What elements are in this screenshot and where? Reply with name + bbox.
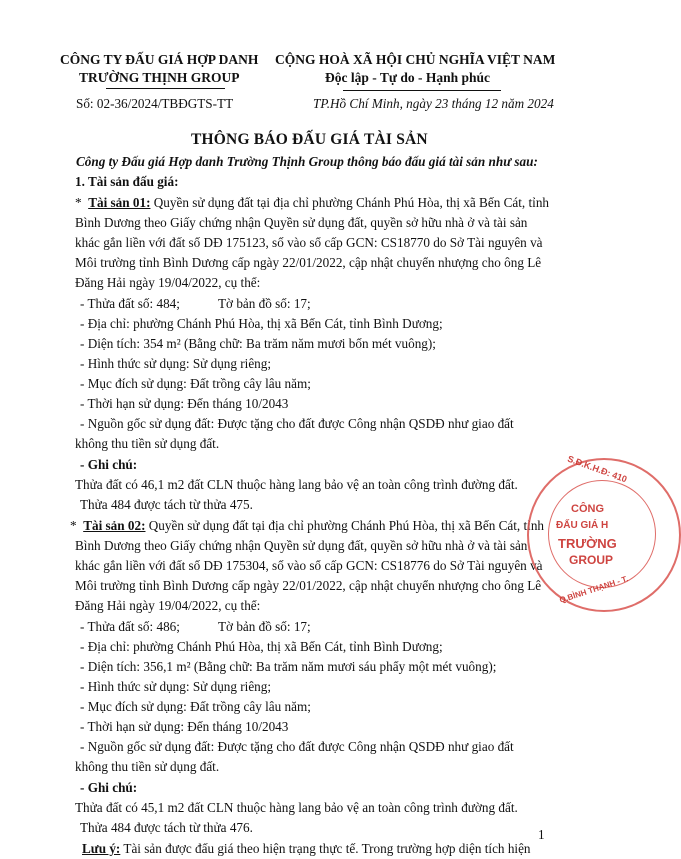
asset2-purpose: - Mục đích sử dụng: Đất trồng cây lâu năm;: [80, 699, 311, 714]
seal-code: S.Đ.K.H.Đ: 410: [566, 453, 629, 485]
asset1-origin-2: không thu tiền sử dụng đất.: [75, 436, 220, 451]
asset1-note-1: Thửa đất có 46,1 m2 đất CLN thuộc hàng lang bảo vệ an toàn công trình đường đất.: [75, 477, 518, 492]
asset1-address: - Địa chỉ: phường Chánh Phú Hòa, thị xã Bến Cát, tỉnh Bình Dương;: [80, 316, 443, 331]
asset2-note-2: Thửa 484 được tách từ thửa 476.: [80, 820, 253, 835]
nation-title: CỘNG HOÀ XÃ HỘI CHỦ NGHĨA VIỆT NAM: [275, 52, 556, 67]
remark-text-1: Tài sản được đấu giá theo hiện trạng thực tế. Trong trường hợp diện tích hiện: [123, 841, 531, 856]
asset1-text-5: Đăng Hải ngày 19/04/2022, cụ thể:: [75, 275, 261, 290]
asset1-first-line: [75, 193, 549, 213]
asset2-origin-1: - Nguồn gốc sử dụng đất: Được tặng cho đất được Công nhận QSDĐ như giao đất: [80, 739, 514, 754]
asset2-note-1: Thửa đất có 45,1 m2 đất CLN thuộc hàng lang bảo vệ an toàn công trình đường đất.: [75, 800, 518, 815]
seal-line-3: TRƯỜNG: [558, 536, 617, 551]
asset2-text-3: khác gắn liền với đất số DĐ 175304, số vào sổ cấp GCN: CS18776 do Sở Tài nguyên và: [75, 558, 543, 573]
asset2-star: *: [70, 518, 77, 533]
asset1-purpose: - Mục đích sử dụng: Đất trồng cây lâu năm;: [80, 376, 311, 391]
place-date: TP.Hồ Chí Minh, ngày 23 tháng 12 năm 2024: [313, 96, 554, 111]
asset1-label: Tài sản 01:: [88, 195, 151, 210]
seal-bottom-text: Q.BÌNH THẠNH - T.: [558, 574, 630, 605]
asset1-area: - Diện tích: 354 m² (Bằng chữ: Ba trăm năm mươi bốn mét vuông);: [80, 336, 436, 351]
asset1-text-4: Môi trường tỉnh Bình Dương cấp ngày 22/01/2022, cập nhật chuyển nhượng cho ông Lê: [75, 255, 542, 270]
asset2-label: Tài sản 02:: [83, 518, 146, 533]
nation-motto: Độc lập - Tự do - Hạnh phúc: [325, 70, 491, 85]
document-number: Số: 02-36/2024/TBĐGTS-TT: [76, 96, 234, 111]
seal-line-4: GROUP: [569, 553, 614, 567]
header-underline-left: [106, 88, 225, 89]
seal-line-2: ĐẤU GIÁ H: [556, 520, 609, 531]
asset2-term: - Thời hạn sử dụng: Đến tháng 10/2043: [80, 719, 289, 734]
asset1-note-2: Thửa 484 được tách từ thửa 475.: [80, 497, 253, 512]
asset2-text-4: Môi trường tỉnh Bình Dương cấp ngày 22/01/2022, cập nhật chuyển nhượng cho ông Lê: [75, 578, 542, 593]
company-name-line2: TRƯỜNG THỊNH GROUP: [79, 70, 240, 85]
asset1-term: - Thời hạn sử dụng: Đến tháng 10/2043: [80, 396, 289, 411]
asset2-area: - Diện tích: 356,1 m² (Bằng chữ: Ba trăm năm mươi sáu phẩy một mét vuông);: [80, 659, 497, 674]
company-name-line1: CÔNG TY ĐẤU GIÁ HỢP DANH: [60, 52, 259, 67]
asset1-text-3: khác gắn liền với đất số DĐ 175123, số vào sổ cấp GCN: CS18770 do Sở Tài nguyên và: [75, 235, 543, 250]
remark-line-1: [82, 839, 531, 859]
header-underline-right: [343, 90, 501, 91]
intro-text: Công ty Đấu giá Hợp danh Trường Thịnh Group thông báo đấu giá tài sản như sau:: [76, 154, 538, 169]
asset1-star: *: [75, 195, 82, 210]
asset1-text-2: Bình Dương theo Giấy chứng nhận Quyền sử dụng đất, quyền sở hữu nhà ở và tài sản: [75, 215, 528, 230]
asset2-origin-2: không thu tiền sử dụng đất.: [75, 759, 220, 774]
asset2-address: - Địa chỉ: phường Chánh Phú Hòa, thị xã Bến Cát, tỉnh Bình Dương;: [80, 639, 443, 654]
asset1-parcel: - Thửa đất số: 484;: [80, 296, 180, 311]
page-number: 1: [538, 827, 545, 842]
seal-line-1: CÔNG: [571, 503, 604, 515]
asset2-note-label: - Ghi chú:: [80, 780, 138, 795]
remark-label: Lưu ý:: [82, 841, 121, 856]
asset2-text-5: Đăng Hải ngày 19/04/2022, cụ thể:: [75, 598, 261, 613]
asset2-parcel: - Thửa đất số: 486;: [80, 619, 180, 634]
asset1-origin-1: - Nguồn gốc sử dụng đất: Được tặng cho đất được Công nhận QSDĐ như giao đất: [80, 416, 514, 431]
asset2-text-2: Bình Dương theo Giấy chứng nhận Quyền sử dụng đất, quyền sở hữu nhà ở và tài sản: [75, 538, 528, 553]
asset1-usage-form: - Hình thức sử dụng: Sử dụng riêng;: [80, 356, 272, 371]
asset2-map-sheet: Tờ bản đồ số: 17;: [218, 619, 311, 634]
asset1-note-label: - Ghi chú:: [80, 457, 138, 472]
asset2-usage-form: - Hình thức sử dụng: Sử dụng riêng;: [80, 679, 272, 694]
asset1-map-sheet: Tờ bản đồ số: 17;: [218, 296, 311, 311]
asset1-text-1: Quyền sử dụng đất tại địa chỉ phường Chánh Phú Hòa, thị xã Bến Cát, tỉnh: [153, 195, 550, 210]
company-seal-inner: [548, 480, 656, 588]
document-title: THÔNG BÁO ĐẤU GIÁ TÀI SẢN: [191, 131, 428, 148]
asset2-first-line: [70, 516, 544, 536]
asset2-text-1: Quyền sử dụng đất tại địa chỉ phường Chánh Phú Hòa, thị xã Bến Cát, tỉnh: [148, 518, 545, 533]
section-heading-assets: 1. Tài sản đấu giá:: [75, 174, 179, 189]
